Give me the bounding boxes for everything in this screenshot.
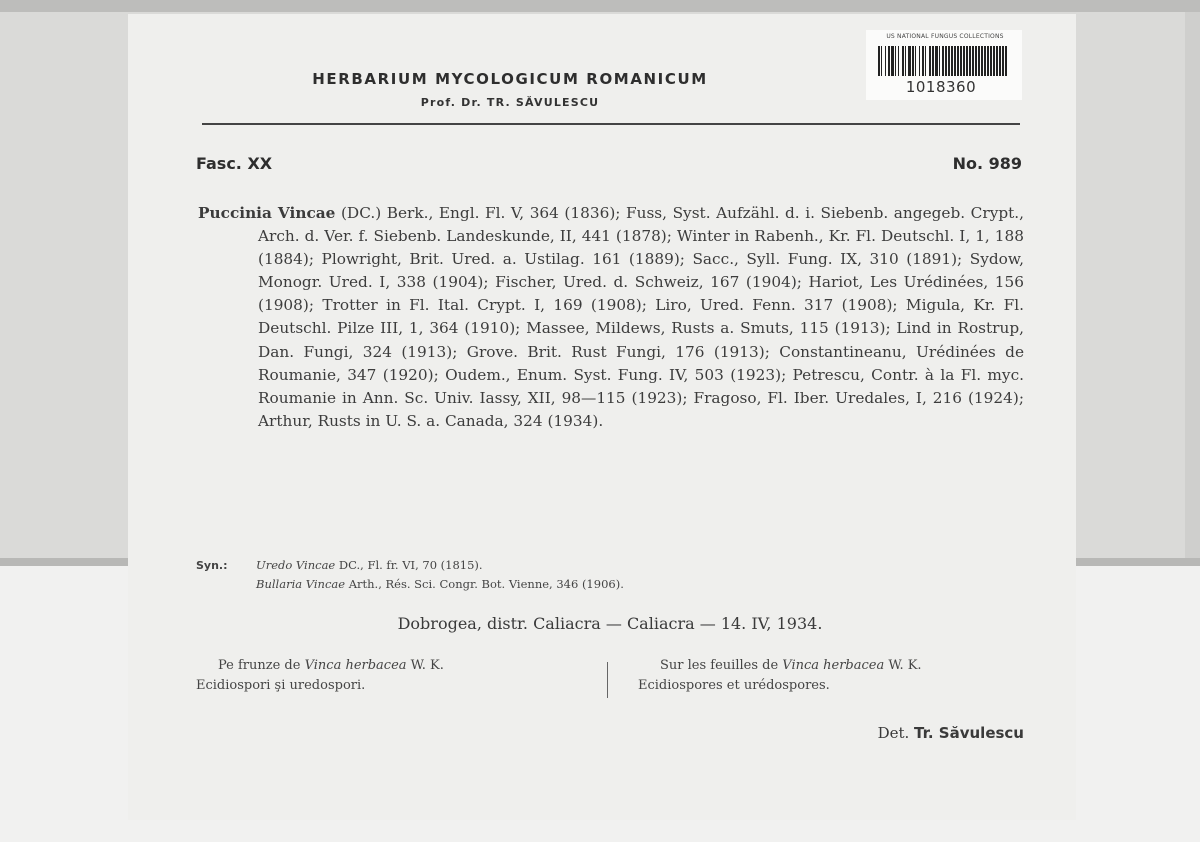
host-french xyxy=(638,656,1026,696)
host-species: Vinca herbacea xyxy=(782,658,885,673)
host-prefix: Pe frunze de xyxy=(218,658,305,673)
herbarium-curator: Prof. Dr. TR. SĂVULESCU xyxy=(420,96,600,109)
synonym-name: Uredo Vincae xyxy=(256,558,336,572)
fascicle-label: Fasc. XX xyxy=(196,154,273,173)
barcode-icon xyxy=(878,46,1008,76)
species-name: Puccinia Vincae xyxy=(198,204,336,222)
collection-locality: Dobrogea, distr. Caliacra — Caliacra — 14. IV, 1934. xyxy=(397,614,823,633)
herbarium-title: HERBARIUM MYCOLOGICUM ROMANICUM xyxy=(312,70,708,88)
host-authority: W. K. xyxy=(406,658,444,673)
specimen-number: No. 989 xyxy=(952,154,1022,173)
column-divider xyxy=(607,662,608,698)
synonym-name: Bullaria Vincae xyxy=(256,577,346,591)
synonym-reference: DC., Fl. fr. VI, 70 (1815). xyxy=(335,558,483,572)
background-right-edge xyxy=(1185,12,1200,560)
citation-text: (DC.) Berk., Engl. Fl. V, 364 (1836); Fuss, Syst. Aufzähl. d. i. Siebenb. angegeb. Crypt., Arch. d. Ver. f. Siebenb. Landeskunde, II, 441 (1878); Winter in Rabenh., Kr. Fl. Deutschl. I, 1, 188 (1884); Plowright, Brit. Ured. a. Ustilag. 161 (1889); Sacc., Syll. Fung. IX, 310 (1891); Sydow, Monogr. Ured. I, 338 (1904); Fischer, Ured. d. Schweiz, 167 (1904); Hariot, Les Urédinées, 156 (1908); Trotter in Fl. Ital. Crypt. I, 169 (1908); Liro, Ured. Fenn. 317 (1908); Migula, Kr. Fl. Deutschl. Pilze III, 1, 364 (1910); Massee, Mildews, Rusts a. Smuts, 115 (1913); Lind in Rostrup, Dan. Fungi, 324 (1913); Grove. Brit. Rust Fungi, 176 (1913); Constantineanu, Urédinées de Roumanie, 347 (1920); Oudem., Enum. Syst. Fung. IV, 503 (1923); Petrescu, Contr. à la Fl. myc. Roumanie in Ann. Sc. Univ. Iassy, XII, 98—115 (1923); Fragoso, Fl. Iber. Uredales, I, 216 (1924); Arthur, Rusts in U. S. a. Canada, 324 (1934). xyxy=(258,204,1024,430)
species-citation xyxy=(198,202,1024,433)
host-romanian xyxy=(196,656,586,696)
synonyms-label: Syn.: xyxy=(196,559,228,572)
synonyms xyxy=(196,556,896,594)
header-divider xyxy=(202,123,1020,125)
determiner-prefix: Det. xyxy=(877,724,915,742)
barcode-number: 1018360 xyxy=(905,78,977,96)
host-prefix: Sur les feuilles de xyxy=(660,658,783,673)
host-line xyxy=(196,656,586,676)
host-authority: W. K. xyxy=(884,658,922,673)
spore-stages: Ecidiospori şi uredospori. xyxy=(196,678,366,693)
spore-stages: Ecidiospores et urédospores. xyxy=(638,678,830,693)
barcode-caption: US NATIONAL FUNGUS COLLECTIONS xyxy=(886,33,1004,40)
synonym-line xyxy=(256,556,896,575)
background-top-strip xyxy=(0,0,1200,12)
determiner xyxy=(878,724,1024,742)
synonym-line xyxy=(256,575,896,594)
barcode-sticker xyxy=(866,30,1022,100)
determiner-name: Tr. Săvulescu xyxy=(914,724,1024,742)
host-species: Vinca herbacea xyxy=(304,658,407,673)
label-header xyxy=(200,70,820,109)
synonym-reference: Arth., Rés. Sci. Congr. Bot. Vienne, 346 (1906). xyxy=(345,577,624,591)
host-line xyxy=(638,656,1026,676)
